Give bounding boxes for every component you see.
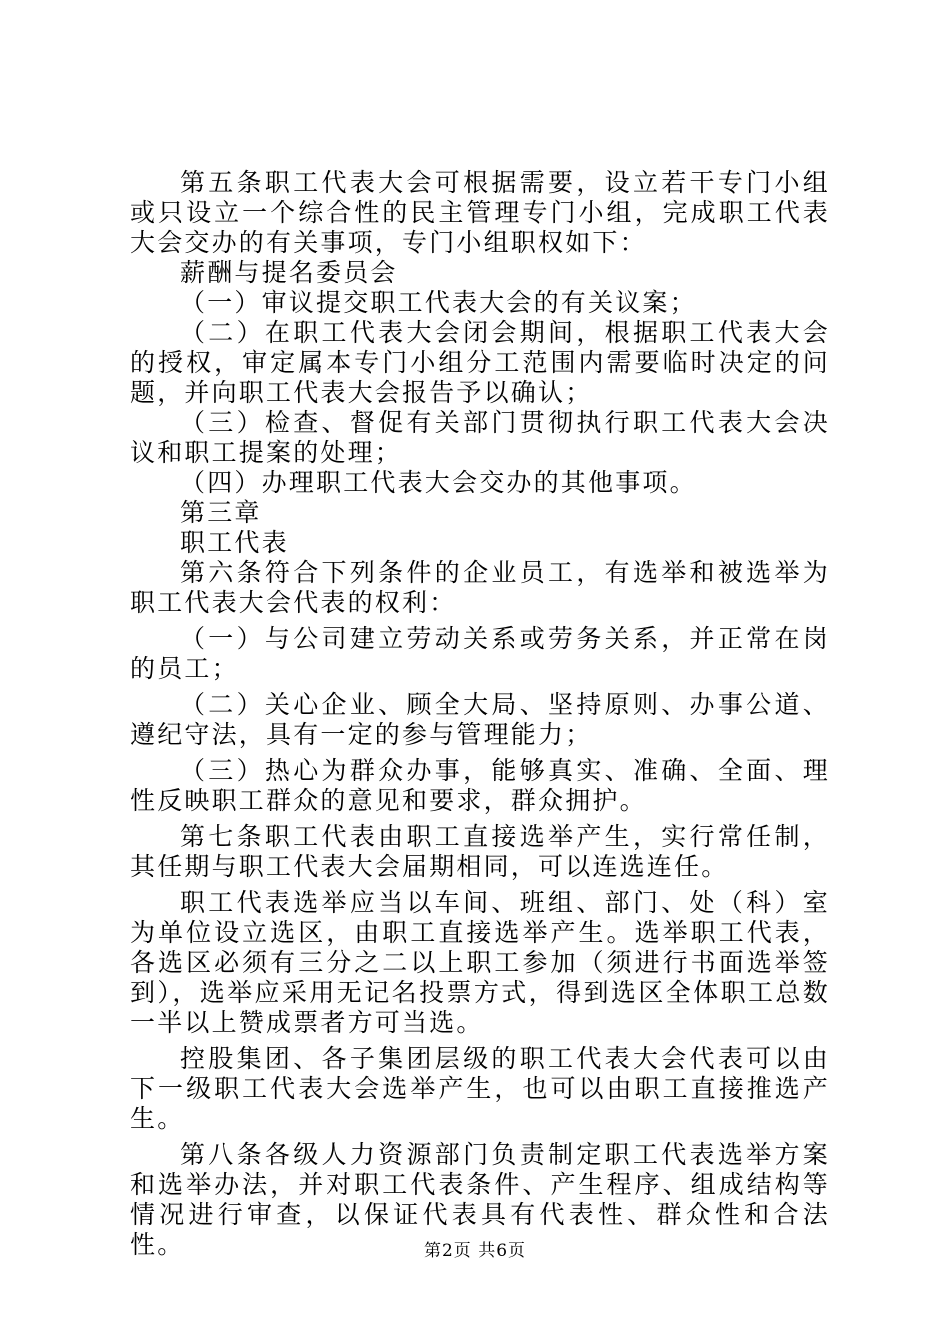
paragraph-item-3: （三）检查、督促有关部门贯彻执行职工代表大会决议和职工提案的处理； [130, 408, 830, 467]
paragraph-item-4: （四）办理职工代表大会交办的其他事项。 [180, 468, 697, 497]
paragraph-item-2: （二）在职工代表大会闭会期间，根据职工代表大会的授权，审定属本专门小组分工范围内需要临时决定的问题，并向职工代表大会报告予以确认； [130, 318, 830, 407]
paragraph-committee-name: 薪酬与提名委员会 [180, 258, 398, 287]
page-number-footer: 第2页 共6页 [423, 1241, 527, 1261]
paragraph-article-6: 第六条符合下列条件的企业员工，有选举和被选举为职工代表大会代表的权利： [130, 558, 830, 617]
chapter-title: 职工代表 [180, 528, 289, 557]
paragraph-condition-1: （一）与公司建立劳动关系或劳务关系，并正常在岗的员工； [130, 624, 830, 683]
paragraph-article-5: 第五条职工代表大会可根据需要，设立若干专门小组或只设立一个综合性的民主管理专门小组，完成职工代表大会交办的有关事项，专门小组职权如下： [130, 168, 830, 257]
paragraph-election-rules: 职工代表选举应当以车间、班组、部门、处（科）室为单位设立选区，由职工直接选举产生。选举职工代表，各选区必须有三分之二以上职工参加（须进行书面选举签到），选举应采用无记名投票方式，得到选区全体职工总数一半以上赞成票者方可当选。 [130, 888, 830, 1037]
paragraph-condition-2: （二）关心企业、顾全大局、坚持原则、办事公道、遵纪守法，具有一定的参与管理能力； [130, 690, 830, 749]
paragraph-group-election: 控股集团、各子集团层级的职工代表大会代表可以由下一级职工代表大会选举产生，也可以由职工直接推选产生。 [130, 1044, 830, 1133]
paragraph-article-7: 第七条职工代表由职工直接选举产生，实行常任制，其任期与职工代表大会届期相同，可以连选连任。 [130, 822, 830, 881]
paragraph-item-1: （一）审议提交职工代表大会的有关议案； [180, 288, 697, 317]
document-body [130, 168, 830, 1260]
paragraph-article-8: 第八条各级人力资源部门负责制定职工代表选举方案和选举办法，并对职工代表条件、产生程序、组成结构等情况进行审查，以保证代表具有代表性、群众性和合法性。 [130, 1140, 830, 1259]
paragraph-condition-3: （三）热心为群众办事，能够真实、准确、全面、理性反映职工群众的意见和要求，群众拥护。 [130, 756, 830, 815]
chapter-heading: 第三章 [180, 498, 262, 527]
